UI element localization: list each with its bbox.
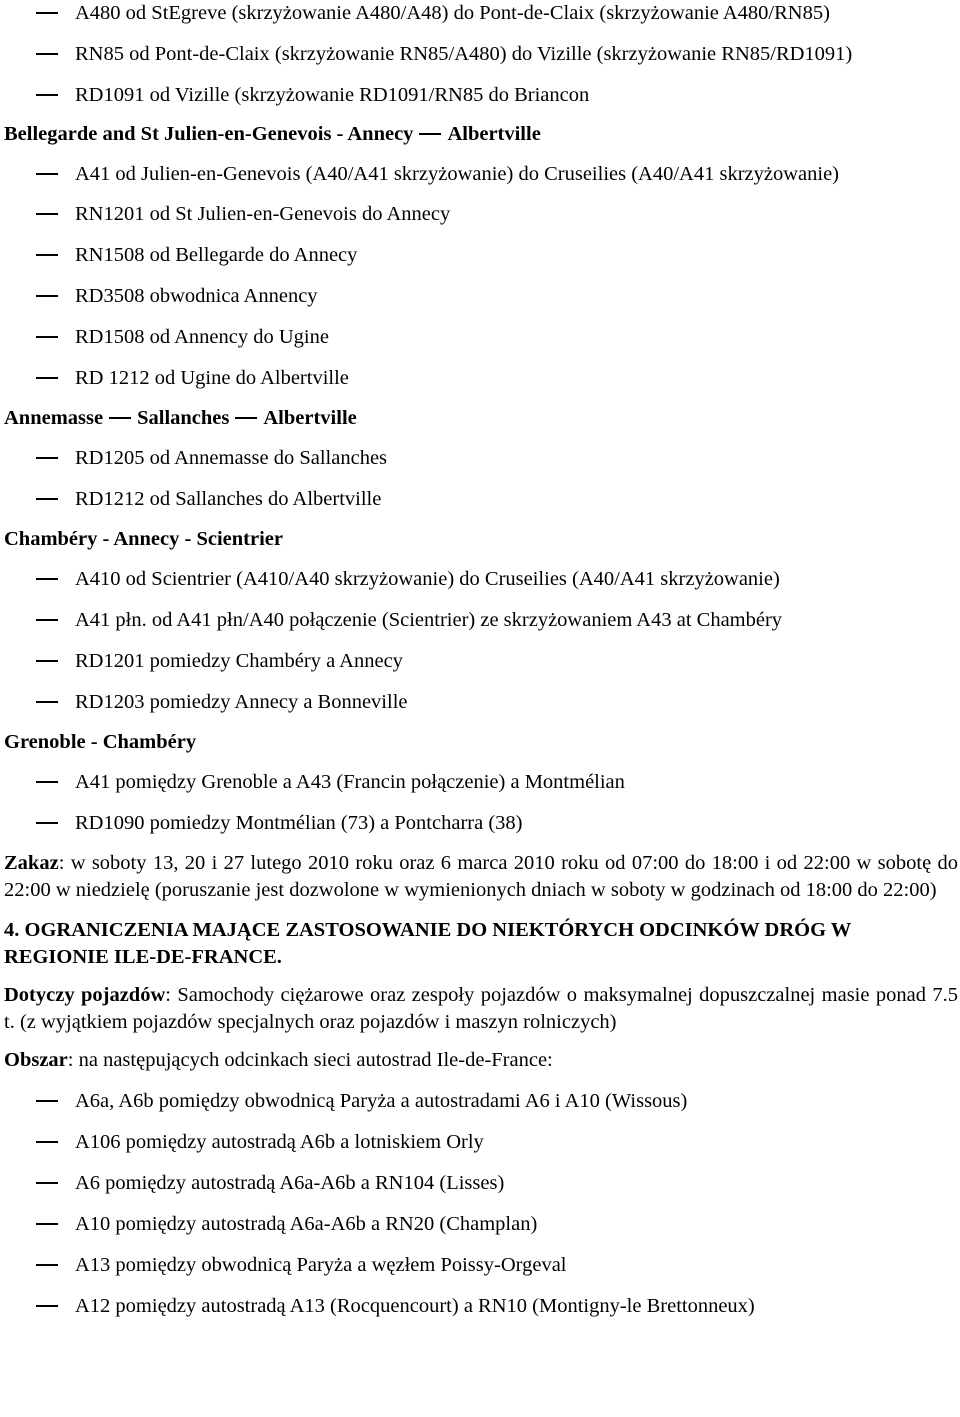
- list-item-text: A41 płn. od A41 płn/A40 połączenie (Scientrier) ze skrzyżowaniem A43 at Chambéry: [75, 609, 783, 631]
- dash-bullet: [36, 173, 58, 175]
- dash-bullet: [36, 336, 58, 338]
- dash-bullet: [36, 1264, 58, 1266]
- list-item-text: RD1212 od Sallanches do Albertville: [75, 488, 382, 510]
- list-item: [4, 691, 958, 714]
- dash-bullet: [36, 1182, 58, 1184]
- list-item: [4, 1131, 958, 1154]
- zakaz-paragraph: [4, 850, 958, 904]
- dash-bullet: [36, 498, 58, 500]
- obszar-paragraph: [4, 1047, 958, 1074]
- dash-bullet: [36, 213, 58, 215]
- list-item: [4, 163, 958, 186]
- list-item-text: A10 pomiędzy autostradą A6a-A6b a RN20 (Champlan): [75, 1213, 538, 1235]
- list-item: [4, 1254, 958, 1277]
- list-item: [4, 2, 958, 25]
- dash-bullet: [36, 1100, 58, 1102]
- list-item: [4, 1090, 958, 1113]
- list-item-text: RD1201 pomiedzy Chambéry a Annecy: [75, 650, 403, 672]
- dash-bullet: [36, 94, 58, 96]
- dash-bullet: [36, 1305, 58, 1307]
- obszar-label: Obszar: [4, 1049, 68, 1071]
- list-item-text: A13 pomiędzy obwodnicą Paryża a węzłem Poissy-Orgeval: [75, 1254, 567, 1276]
- list-item-text: A6 pomiędzy autostradą A6a-A6b a RN104 (Lisses): [75, 1172, 505, 1194]
- list-item-text: RD1090 pomiedzy Montmélian (73) a Pontcharra (38): [75, 812, 523, 834]
- dotyczy-text: : Samochody ciężarowe oraz zespoły pojazdów o maksymalnej dopuszczalnej masie ponad 7.5 t. (z wyjątkiem pojazdów specjalnych oraz pojazdów i maszyn rolniczych): [4, 984, 958, 1033]
- section-title: 4. OGRANICZENIA MAJĄCE ZASTOSOWANIE DO NIEKTÓRYCH ODCINKÓW DRÓG W REGIONIE ILE-DE-FRANCE.: [4, 919, 851, 968]
- obszar-text: : na następujących odcinkach sieci autostrad Ile-de-France:: [67, 1049, 553, 1071]
- list-item-text: RD1091 od Vizille (skrzyżowanie RD1091/RN85 do Briancon: [75, 84, 590, 106]
- dash-bullet: [36, 781, 58, 783]
- list-item: [4, 367, 958, 390]
- list-item-text: RN1508 od Bellegarde do Annecy: [75, 244, 358, 266]
- dash-bullet: [36, 1223, 58, 1225]
- group-heading-grenoble: Grenoble - Chambéry: [4, 731, 197, 753]
- list-item-text: A106 pomiędzy autostradą A6b a lotniskiem Orly: [75, 1131, 484, 1153]
- list-item: [4, 84, 958, 107]
- dash-bullet: [36, 701, 58, 703]
- list-item-text: A41 od Julien-en-Genevois (A40/A41 skrzyżowanie) do Cruseilies (A40/A41 skrzyżowanie): [75, 163, 840, 185]
- list-item-text: RN1201 od St Julien-en-Genevois do Annecy: [75, 203, 451, 225]
- list-item: [4, 326, 958, 349]
- dash-bullet: [36, 12, 58, 14]
- group-heading-bellegarde: Bellegarde and St Julien-en-Genevois - Annecy Albertville: [4, 123, 541, 145]
- list-item-text: RD1203 pomiedzy Annecy a Bonneville: [75, 691, 408, 713]
- list-item: [4, 1172, 958, 1195]
- list-item: [4, 203, 958, 226]
- list-item-text: A41 pomiędzy Grenoble a A43 (Francin połączenie) a Montmélian: [75, 771, 625, 793]
- list-item-text: A480 od StEgreve (skrzyżowanie A480/A48) do Pont-de-Claix (skrzyżowanie A480/RN85): [75, 2, 830, 24]
- list-item: [4, 771, 958, 794]
- dash-bullet: [36, 295, 58, 297]
- list-item: [4, 447, 958, 470]
- list-item: [4, 285, 958, 308]
- group-heading-chambery: Chambéry - Annecy - Scientrier: [4, 528, 283, 550]
- dash-bullet: [36, 1141, 58, 1143]
- list-item: [4, 244, 958, 267]
- zakaz-label: Zakaz: [4, 852, 59, 874]
- zakaz-text: : w soboty 13, 20 i 27 lutego 2010 roku oraz 6 marca 2010 roku od 07:00 do 18:00 i od 22:00 w sobotę do 22:00 w niedzielę (poruszanie jest dozwolone w wymienionych dniach w soboty w godzinach od 18:00 do 22:00): [4, 852, 958, 901]
- dash-separator: [109, 417, 131, 419]
- list-item: [4, 43, 958, 66]
- dash-bullet: [36, 457, 58, 459]
- dash-bullet: [36, 254, 58, 256]
- group-heading-annemasse: Annemasse Sallanches Albertville: [4, 407, 357, 429]
- document-page: [4, 0, 958, 1318]
- list-item-text: A12 pomiędzy autostradą A13 (Rocquencourt) a RN10 (Montigny-le Brettonneux): [75, 1295, 755, 1317]
- list-item: [4, 488, 958, 511]
- list-item: [4, 568, 958, 591]
- dash-separator: [419, 133, 441, 135]
- dash-bullet: [36, 578, 58, 580]
- list-item: [4, 1295, 958, 1318]
- list-item-text: RD 1212 od Ugine do Albertville: [75, 367, 349, 389]
- dash-bullet: [36, 53, 58, 55]
- dash-bullet: [36, 619, 58, 621]
- list-item-text: A410 od Scientrier (A410/A40 skrzyżowanie) do Cruseilies (A40/A41 skrzyżowanie): [75, 568, 780, 590]
- list-item-text: A6a, A6b pomiędzy obwodnicą Paryża a autostradami A6 i A10 (Wissous): [75, 1090, 688, 1112]
- list-item: [4, 650, 958, 673]
- list-item-text: RD1508 od Annency do Ugine: [75, 326, 329, 348]
- list-item-text: RD3508 obwodnica Annency: [75, 285, 318, 307]
- dash-bullet: [36, 377, 58, 379]
- dash-bullet: [36, 660, 58, 662]
- dash-separator: [235, 417, 257, 419]
- list-item: [4, 609, 958, 632]
- list-item: [4, 812, 958, 835]
- list-item-text: RN85 od Pont-de-Claix (skrzyżowanie RN85/A480) do Vizille (skrzyżowanie RN85/RD1091): [75, 43, 853, 65]
- dotyczy-label: Dotyczy pojazdów: [4, 984, 166, 1006]
- list-item: [4, 1213, 958, 1236]
- dotyczy-paragraph: [4, 982, 958, 1036]
- list-item-text: RD1205 od Annemasse do Sallanches: [75, 447, 388, 469]
- dash-bullet: [36, 822, 58, 824]
